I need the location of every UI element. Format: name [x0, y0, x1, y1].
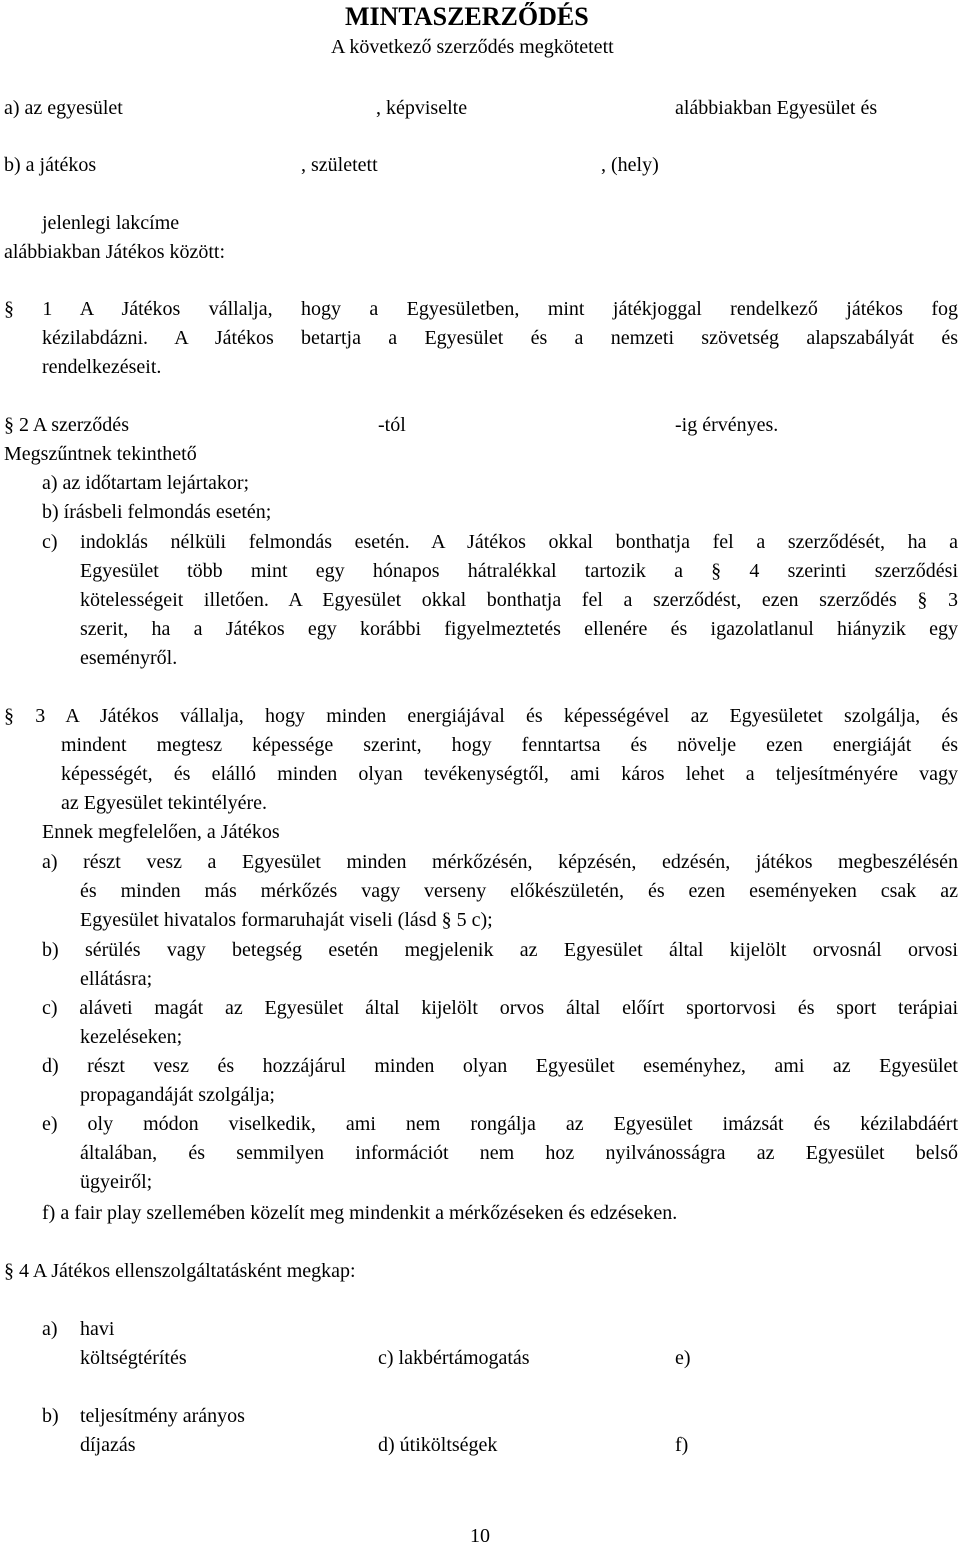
document-subtitle: A következő szerződés megkötetett — [331, 36, 614, 58]
s4-c-item: c) lakbértámogatás — [378, 1347, 530, 1369]
s3-line-3: képességét, és elálló minden olyan tevékenységtől, ami káros lehet a teljesítményére vagy — [61, 763, 958, 785]
s3-line-2: mindent megtesz képessége szerint, hogy fenntartsa és növelje ezen energiáját és — [61, 734, 958, 756]
s4-b-line-2: díjazás — [80, 1434, 136, 1456]
s4-b-label: b) — [42, 1405, 59, 1427]
s3-item-b-line-2: ellátásra; — [80, 968, 153, 990]
address-line: jelenlegi lakcíme — [42, 212, 180, 234]
s2-heading-start: § 2 A szerződés — [4, 414, 129, 436]
s2-item-c-line-5: eseményről. — [80, 647, 178, 669]
s4-e-item: e) — [675, 1347, 691, 1369]
s1-line-1: § 1 A Játékos vállalja, hogy a Egyesületben, mint játékjoggal rendelkező játékos fog — [4, 298, 958, 320]
s3-item-a-line-1: a) részt vesz a Egyesület minden mérkőzésén, képzésén, edzésén, játékos megbeszélésén — [42, 851, 958, 873]
s3-item-e-line-3: ügyeiről; — [80, 1171, 153, 1193]
s2-item-b: b) írásbeli felmondás esetén; — [42, 501, 272, 523]
s2-item-c-line-3: kötelességeit illetően. A Egyesület okkal bonthatja fel a szerződést, ezen szerződés § 3 — [80, 589, 958, 611]
party-b-prefix: b) a játékos — [4, 154, 97, 176]
s1-line-3: rendelkezéseit. — [42, 356, 162, 378]
s3-item-e-line-1: e) oly módon viselkedik, ami nem rongálja az Egyesület imázsát és kézilabdáért — [42, 1113, 958, 1135]
party-a-end: alábbiakban Egyesület és — [675, 97, 878, 119]
party-b-end: , (hely) — [601, 154, 659, 176]
s3-item-b-line-1: b) sérülés vagy betegség esetén megjelenik az Egyesület által kijelölt orvosnál orvosi — [42, 939, 958, 961]
s2-item-c-line-1: c) indoklás nélküli felmondás esetén. A Játékos okkal bonthatja fel a szerződését, ha a — [42, 531, 958, 553]
s2-heading-to: -ig érvényes. — [675, 414, 779, 436]
s3-intro: Ennek megfelelően, a Játékos — [42, 821, 280, 843]
s2-item-c-line-2: Egyesület több mint egy hónapos hátralékkal tartozik a § 4 szerinti szerződési — [80, 560, 958, 582]
s2-item-c-line-4: szerit, ha a Játékos egy korábbi figyelmeztetés ellenére és igazolatlanul hiányzik egy — [80, 618, 958, 640]
party-b-mid: , született — [301, 154, 378, 176]
s4-a-line-1: havi — [80, 1318, 115, 1340]
page-number: 10 — [470, 1525, 490, 1547]
s2-intro: Megszűntnek tekinthető — [4, 443, 197, 465]
s4-f-item: f) — [675, 1434, 689, 1456]
s3-item-a-line-2: és minden más mérkőzés vagy verseny előkészületén, és ezen eseményeken csak az — [80, 880, 958, 902]
s4-a-line-2: költségtérítés — [80, 1347, 187, 1369]
party-a-prefix: a) az egyesület — [4, 97, 123, 119]
s3-line-4: az Egyesület tekintélyére. — [61, 792, 268, 814]
s3-item-d-line-2: propagandáját szolgálja; — [80, 1084, 275, 1106]
s4-heading: § 4 A Játékos ellenszolgáltatásként megkap: — [4, 1260, 356, 1282]
s3-item-d-line-1: d) részt vesz és hozzájárul minden olyan Egyesület eseményhez, ami az Egyesület — [42, 1055, 958, 1077]
s4-d-item: d) útiköltségek — [378, 1434, 498, 1456]
s1-line-2: kézilabdázni. A Játékos betartja a Egyesület és a nemzeti szövetség alapszabályát és — [42, 327, 958, 349]
s3-line-1: § 3 A Játékos vállalja, hogy minden energiájával és képességével az Egyesületet szolgálja, és — [4, 705, 958, 727]
s2-heading-from: -tól — [378, 414, 406, 436]
s4-b-line-1: teljesítmény arányos — [80, 1405, 245, 1427]
s4-a-label: a) — [42, 1318, 58, 1340]
party-a-mid: , képviselte — [376, 97, 468, 119]
s3-item-c-line-2: kezeléseken; — [80, 1026, 183, 1048]
document-title: MINTASZERZŐDÉS — [345, 2, 589, 31]
s2-item-a: a) az időtartam lejártakor; — [42, 472, 250, 494]
s3-item-e-line-2: általában, és semmilyen információt nem hoz nyilvánosságra az Egyesület belső — [80, 1142, 958, 1164]
s3-item-a-line-3: Egyesület hivatalos formaruhaját viseli (lásd § 5 c); — [80, 909, 493, 931]
between-line: alábbiakban Játékos között: — [4, 241, 226, 263]
s3-item-c-line-1: c) aláveti magát az Egyesület által kijelölt orvos által előírt sportorvosi és sport terápiai — [42, 997, 958, 1019]
s3-item-f: f) a fair play szellemében közelít meg mindenkit a mérkőzéseken és edzéseken. — [42, 1202, 678, 1224]
